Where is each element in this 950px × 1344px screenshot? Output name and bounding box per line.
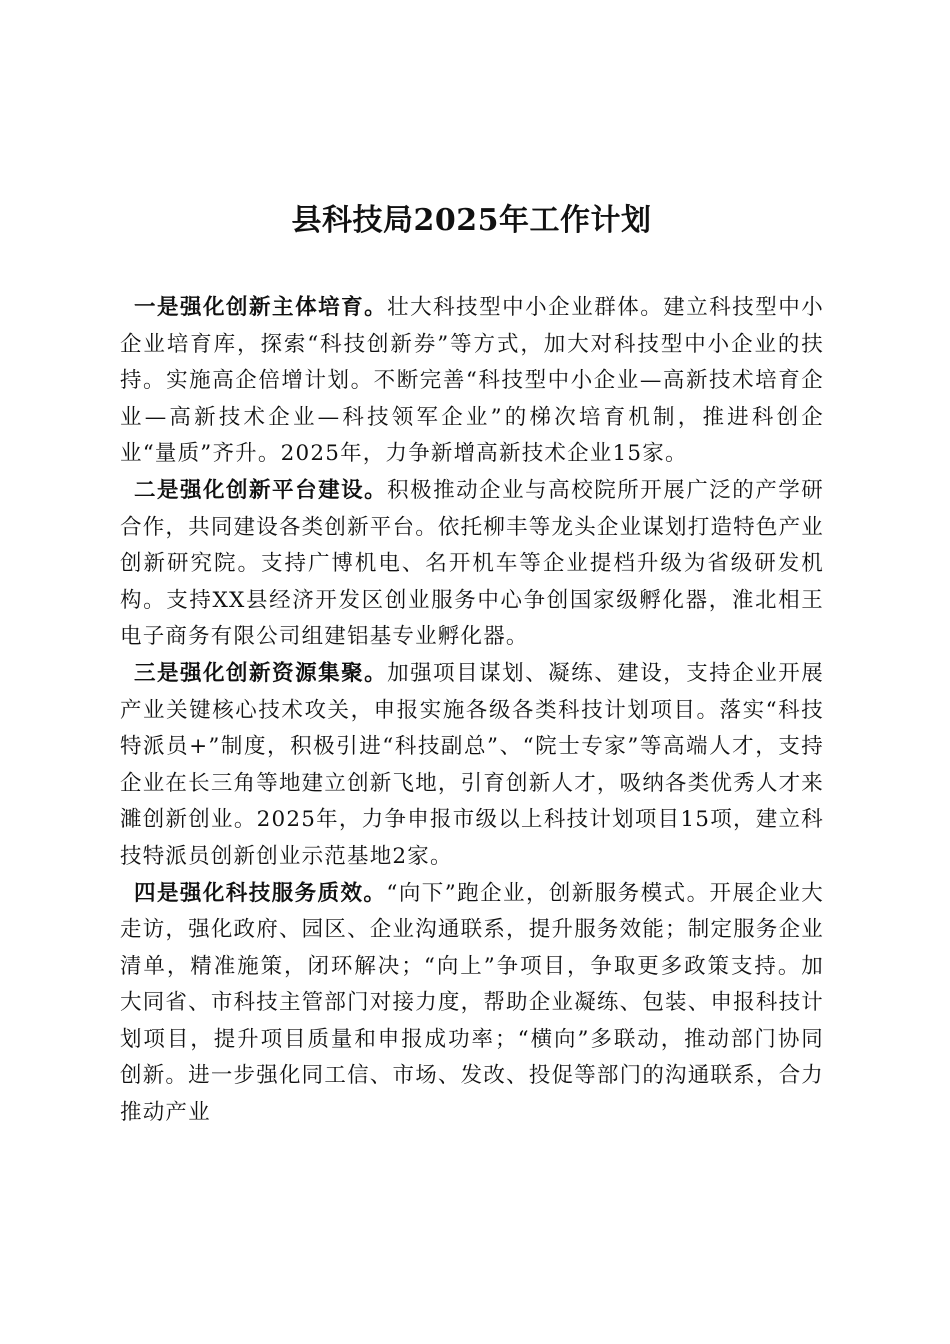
paragraph-lead: 三是强化创新资源集聚。 [134, 660, 388, 686]
paragraph-innovation-platforms [120, 473, 824, 656]
paragraph-tech-services [120, 876, 824, 1132]
paragraph-lead: 二是强化创新平台建设。 [134, 477, 388, 503]
document-title: 县科技局2025年工作计划 [291, 203, 652, 238]
paragraph-innovation-entities [120, 290, 824, 473]
paragraph-text: 积极推动企业与高校院所开展广泛的产学研合作，共同建设各类创新平台。依托柳丰等龙头企业谋划打造特色产业创新研究院。支持广博机电、名开机车等企业提档升级为省级研发机构。支持XX县经济开发区创业服务中心争创国家级孵化器，淮北相王电子商务有限公司组建铝基专业孵化器。 [120, 477, 824, 650]
document-body [120, 290, 824, 1132]
paragraph-text: 壮大科技型中小企业群体。建立科技型中小企业培育库，探索“科技创新券”等方式，加大对科技型中小企业的扶持。实施高企倍增计划。不断完善“科技型中小企业—高新技术培育企业—高新技术企业—科技领军企业”的梯次培育机制，推进科创企业“量质”齐升。2025年，力争新增高新技术企业15家。 [120, 295, 824, 467]
paragraph-lead: 四是强化科技服务质效。 [134, 880, 387, 906]
paragraph-text: “向下”跑企业，创新服务模式。开展企业大走访，强化政府、园区、企业沟通联系，提升服务效能；制定服务企业清单，精准施策，闭环解决；“向上”争项目，争取更多政策支持。加大同省、市科技主管部门对接力度，帮助企业凝练、包装、申报科技计划项目，提升项目质量和申报成功率；“横向”多联动，推动部门协同创新。进一步强化同工信、市场、发改、投促等部门的沟通联系，合力推动产业 [120, 880, 824, 1126]
paragraph-lead: 一是强化创新主体培育。 [134, 295, 388, 320]
paragraph-innovation-resources [120, 656, 824, 876]
paragraph-text: 加强项目谋划、凝练、建设，支持企业开展产业关键核心技术攻关，申报实施各级各类科技计划项目。落实“科技特派员+”制度，积极引进“科技副总”、“院士专家”等高端人才，支持企业在长三角等地建立创新飞地，引育创新人才，吸纳各类优秀人才来濉创新创业。2025年，力争申报市级以上科技计划项目15项，建立科技特派员创新创业示范基地2家。 [120, 660, 824, 869]
